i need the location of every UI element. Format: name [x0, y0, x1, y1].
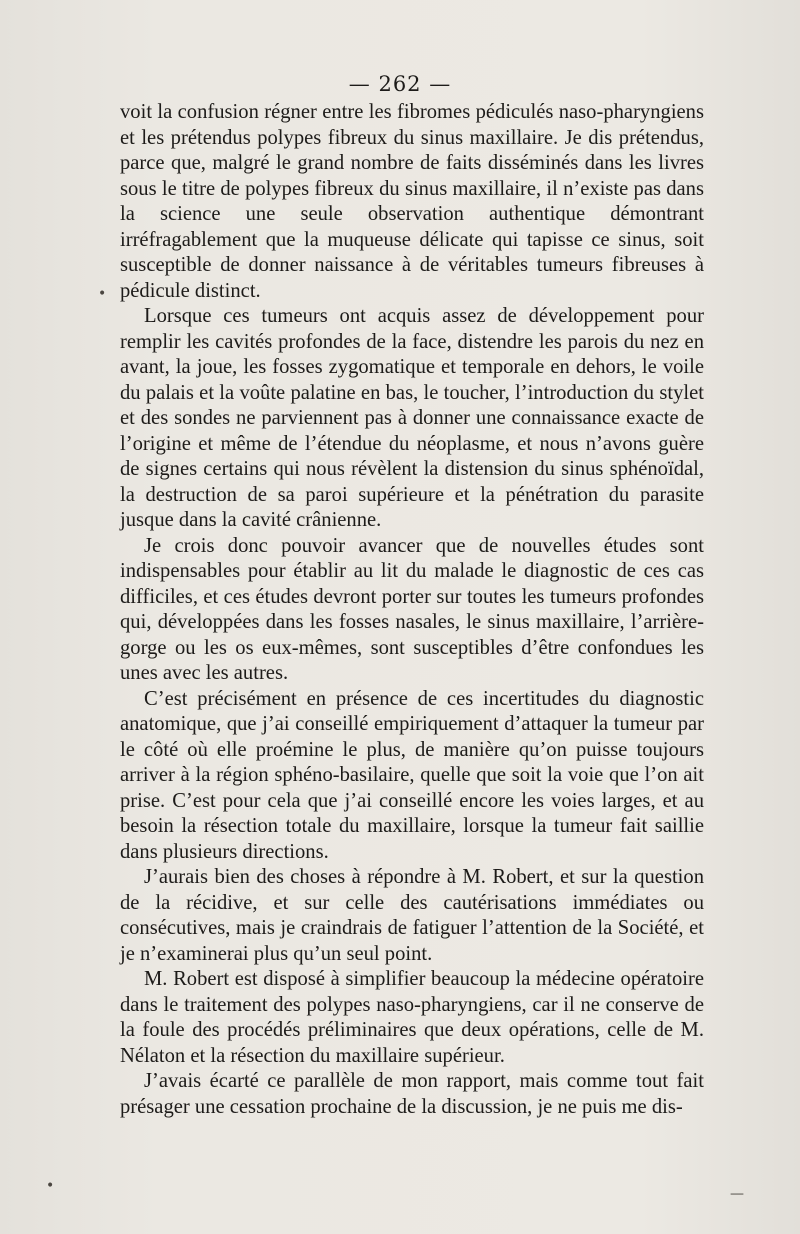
paragraph-7: J’avais écarté ce parallèle de mon rapport, mais comme tout fait présager une cessation prochaine de la discussion, je ne puis me dis-	[120, 1070, 704, 1118]
body-text	[120, 100, 704, 1120]
margin-speck: —	[730, 1186, 744, 1202]
paragraph-6: M. Robert est disposé à simplifier beaucoup la médecine opératoire dans le traitement des polypes naso-pharyngiens, car il ne conserve de la foule des procédés préliminaires que deux opérations, celle de M. Nélaton et la résection du maxillaire supérieur.	[120, 968, 704, 1067]
paragraph-5: J’aurais bien des choses à répondre à M. Robert, et sur la question de la récidive, et sur celle des cautérisations immédiates ou consécutives, mais je craindrais de fatiguer l’attention de la Société, et je n’examinerai plus qu’un seul point.	[120, 866, 704, 965]
page-number: — 262 —	[348, 72, 452, 96]
margin-speck: •	[46, 1178, 55, 1194]
paragraph-4: C’est précisément en présence de ces incertitudes du diagnostic anatomique, que j’ai conseillé empiriquement d’attaquer la tumeur par le côté où elle proémine le plus, de manière qu’on puisse toujours arriver à la région sphéno-basilaire, quelle que soit la voie que l’on ait prise. C’est pour cela que j’ai conseillé encore les voies larges, et au besoin la résection totale du maxillaire, lorsque la tumeur fait saillie dans plusieurs directions.	[120, 687, 704, 863]
paragraph-1: voit la confusion régner entre les fibromes pédiculés naso-pharyngiens et les prétendus polypes fibreux du sinus maxillaire. Je dis prétendus, parce que, malgré le grand nombre de faits disséminés dans les livres sous le titre de polypes fibreux du sinus maxillaire, il n’existe pas dans la science une seule observation authentique démontrant irréfragablement que la muqueuse délicate qui tapisse ce sinus, soit susceptible de donner naissance à de véritables tumeurs fibreuses à pédicule distinct.	[120, 101, 704, 302]
paragraph-3: Je crois donc pouvoir avancer que de nouvelles études sont indispensables pour établir au lit du malade le diagnostic de ces cas difficiles, et ces études devront porter sur toutes les tumeurs profondes qui, développées dans les fosses nasales, le sinus maxillaire, l’arrière-gorge ou les os eux-mêmes, sont susceptibles d’être confondues les unes avec les autres.	[120, 534, 704, 684]
paragraph-2: Lorsque ces tumeurs ont acquis assez de développement pour remplir les cavités profondes de la face, distendre les parois du nez en avant, la joue, les fosses zygomatique et temporale en dehors, le voile du palais et la voûte palatine en bas, le toucher, l’introduction du stylet et des sondes ne parviennent pas à donner une connaissance exacte de l’origine et même de l’étendue du néoplasme, et nous n’avons guère de signes certains qui nous révèlent la distension du sinus sphénoïdal, la destruction de sa paroi supérieure et la pénétration du parasite jusque dans la cavité crânienne.	[120, 305, 704, 531]
margin-speck: •	[98, 286, 107, 302]
